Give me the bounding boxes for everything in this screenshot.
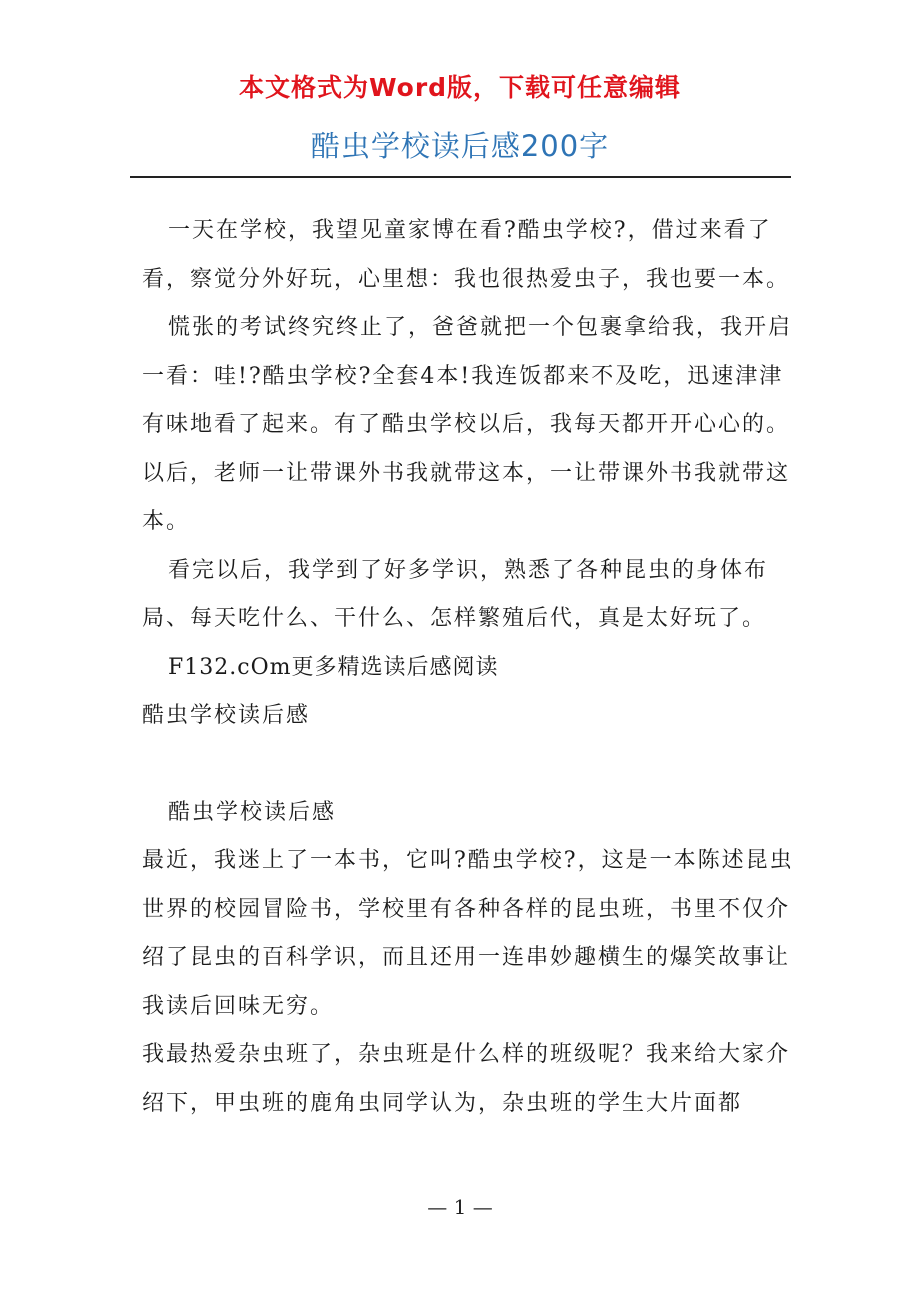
section-heading: 酷虫学校读后感 [142,703,311,728]
page-title: 酷虫学校读后感200字 [310,129,610,163]
page-number: — 1 — [427,1195,493,1219]
paragraph-7: 最近，我迷上了一本书，它叫?酷虫学校?，这是一本陈述昆虫世界的校园冒险书，学校里有各种各样的昆虫班，书里不仅介绍了昆虫的百科学识，而且还用一连串妙趣横生的爆笑故事让我读后回味无穷。 [142,848,794,1019]
blank-line [142,741,802,789]
paragraph-8: 我最热爱杂虫班了，杂虫班是什么样的班级呢？我来给大家介绍下，甲虫班的鹿角虫同学认为，杂虫班的学生大片面都 [142,1042,791,1116]
paragraph-3: 看完以后，我学到了好多学识，熟悉了各种昆虫的身体布局、每天吃什么、干什么、怎样繁殖后代，真是太好玩了。 [142,557,769,631]
paragraph-2: 慌张的考试终究终止了，爸爸就把一个包裹拿给我，我开启一看：哇!?酷虫学校?全套4本!我连饭都来不及吃，迅速津津有味地看了起来。有了酷虫学校以后，我每天都开开心心的。以后，老师一让带课外书我就带这本，一让带课外书我就带这本。 [142,315,793,534]
more-reading-line: F132.cOm更多精选读后感阅读 [168,654,499,680]
title-divider [130,176,791,178]
article-body [142,207,802,1128]
paragraph-1: 一天在学校，我望见童家博在看?酷虫学校?，借过来看了看，察觉分外好玩，心里想：我也很热爱虫子，我也要一本。 [142,218,791,292]
subsection-heading: 酷虫学校读后感 [168,799,337,825]
format-banner: 本文格式为Word版，下载可任意编辑 [238,73,682,102]
